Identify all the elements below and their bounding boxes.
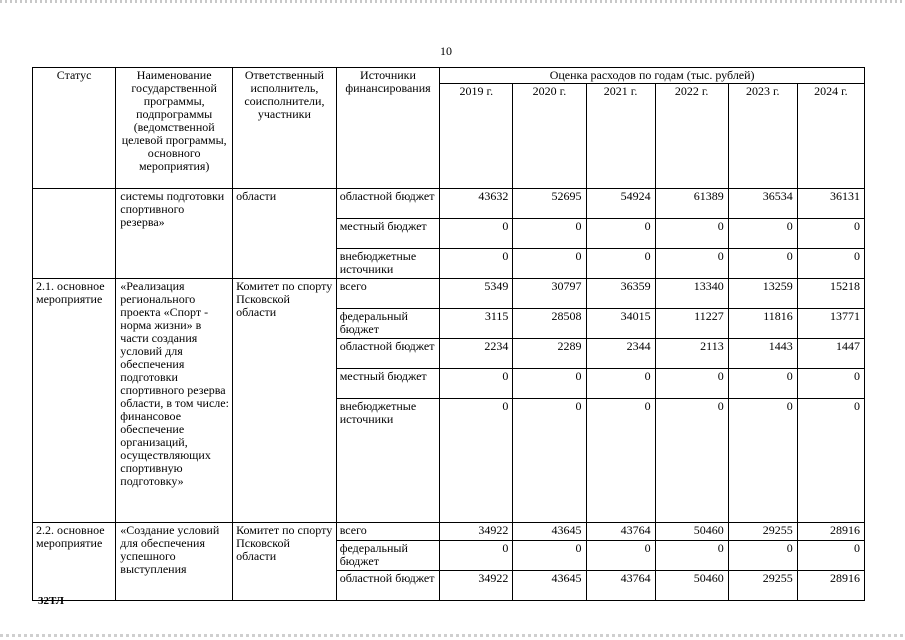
funding-source-cell: внебюджетные источники [336, 249, 440, 279]
program-name-cell: системы подготовки спортивного резерва» [116, 189, 233, 279]
expense-value-cell: 50460 [655, 523, 728, 541]
expense-value-cell: 43764 [586, 571, 655, 601]
expense-value-cell: 0 [513, 399, 586, 523]
table-row [33, 523, 865, 541]
expense-value-cell: 0 [797, 399, 864, 523]
header-year: 2020 г. [513, 84, 586, 189]
funding-source-cell: местный бюджет [336, 369, 440, 399]
expense-value-cell: 0 [655, 369, 728, 399]
expense-value-cell: 54924 [586, 189, 655, 219]
expense-value-cell: 34922 [440, 571, 513, 601]
header-year: 2019 г. [440, 84, 513, 189]
header-sources: Источники финансирования [336, 68, 440, 189]
header-status: Статус [33, 68, 116, 189]
header-year: 2022 г. [655, 84, 728, 189]
expense-value-cell: 13259 [728, 279, 797, 309]
expense-value-cell: 0 [586, 249, 655, 279]
expense-value-cell: 29255 [728, 571, 797, 601]
header-name: Наименование государственной программы, подпрограммы (ведомственной целевой программы, основного мероприятия) [116, 68, 233, 189]
expense-value-cell: 0 [797, 219, 864, 249]
program-name-cell: «Создание условий для обеспечения успешного выступления [116, 523, 233, 601]
expense-value-cell: 0 [728, 219, 797, 249]
expense-value-cell: 0 [586, 399, 655, 523]
scan-edge-top [0, 0, 905, 3]
funding-source-cell: внебюджетные источники [336, 399, 440, 523]
expense-value-cell: 0 [440, 219, 513, 249]
expense-value-cell: 50460 [655, 571, 728, 601]
expense-value-cell: 0 [513, 541, 586, 571]
expense-value-cell: 2289 [513, 339, 586, 369]
expense-value-cell: 30797 [513, 279, 586, 309]
funding-source-cell: областной бюджет [336, 339, 440, 369]
expense-value-cell: 0 [728, 399, 797, 523]
status-cell: 2.2. основное мероприятие [33, 523, 116, 601]
header-responsible: Ответственный исполнитель, соисполнители, участники [233, 68, 337, 189]
table-body [33, 189, 865, 601]
expense-value-cell: 0 [513, 219, 586, 249]
expense-value-cell: 13771 [797, 309, 864, 339]
table-row [33, 189, 865, 219]
expense-value-cell: 0 [728, 541, 797, 571]
expense-value-cell: 0 [655, 249, 728, 279]
funding-source-cell: местный бюджет [336, 219, 440, 249]
funding-source-cell: федеральный бюджет [336, 309, 440, 339]
expense-value-cell: 43764 [586, 523, 655, 541]
expense-value-cell: 0 [655, 399, 728, 523]
expense-value-cell: 1443 [728, 339, 797, 369]
funding-source-cell: областной бюджет [336, 571, 440, 601]
funding-source-cell: всего [336, 523, 440, 541]
status-cell [33, 189, 116, 279]
expense-value-cell: 0 [440, 369, 513, 399]
expense-value-cell: 0 [728, 369, 797, 399]
responsible-cell: Комитет по спорту Псковской области [233, 523, 337, 601]
expense-value-cell: 36534 [728, 189, 797, 219]
funding-source-cell: всего [336, 279, 440, 309]
header-year: 2023 г. [728, 84, 797, 189]
expense-value-cell: 15218 [797, 279, 864, 309]
expense-value-cell: 0 [797, 541, 864, 571]
footer-code: 32ТЛ [38, 595, 64, 607]
expense-value-cell: 36359 [586, 279, 655, 309]
expense-value-cell: 0 [440, 541, 513, 571]
header-year: 2021 г. [586, 84, 655, 189]
expense-value-cell: 13340 [655, 279, 728, 309]
expense-value-cell: 0 [513, 369, 586, 399]
expense-value-cell: 0 [655, 541, 728, 571]
expense-value-cell: 43632 [440, 189, 513, 219]
expense-value-cell: 28508 [513, 309, 586, 339]
status-cell: 2.1. основное мероприятие [33, 279, 116, 523]
expense-value-cell: 34015 [586, 309, 655, 339]
program-name-cell: «Реализация регионального проекта «Спорт - норма жизни» в части создания условий для обеспечения подготовки спортивного резерва области, в том числе: финансовое обеспечение организаций, осуществляющих спортивную подготовку» [116, 279, 233, 523]
expense-value-cell: 0 [655, 219, 728, 249]
expense-value-cell: 11816 [728, 309, 797, 339]
expense-value-cell: 28916 [797, 571, 864, 601]
expense-value-cell: 3115 [440, 309, 513, 339]
expense-value-cell: 0 [440, 399, 513, 523]
expense-value-cell: 43645 [513, 571, 586, 601]
expense-value-cell: 0 [797, 249, 864, 279]
expense-value-cell: 43645 [513, 523, 586, 541]
expense-value-cell: 0 [586, 541, 655, 571]
responsible-cell: области [233, 189, 337, 279]
expense-value-cell: 2113 [655, 339, 728, 369]
expense-value-cell: 52695 [513, 189, 586, 219]
expense-value-cell: 0 [586, 369, 655, 399]
expense-value-cell: 0 [586, 219, 655, 249]
header-expense-group: Оценка расходов по годам (тыс. рублей) [440, 68, 865, 84]
expense-value-cell: 36131 [797, 189, 864, 219]
header-year: 2024 г. [797, 84, 864, 189]
expense-value-cell: 28916 [797, 523, 864, 541]
expense-value-cell: 0 [728, 249, 797, 279]
expense-value-cell: 2234 [440, 339, 513, 369]
expense-value-cell: 29255 [728, 523, 797, 541]
funding-source-cell: федеральный бюджет [336, 541, 440, 571]
scan-edge-bottom [0, 634, 905, 637]
expense-value-cell: 0 [440, 249, 513, 279]
page-number: 10 [440, 44, 452, 58]
table-row [33, 279, 865, 309]
expense-value-cell: 11227 [655, 309, 728, 339]
responsible-cell: Комитет по спорту Псковской области [233, 279, 337, 523]
budget-table [32, 67, 865, 601]
expense-value-cell: 0 [513, 249, 586, 279]
funding-source-cell: областной бюджет [336, 189, 440, 219]
expense-value-cell: 5349 [440, 279, 513, 309]
expense-value-cell: 2344 [586, 339, 655, 369]
expense-value-cell: 1447 [797, 339, 864, 369]
expense-value-cell: 61389 [655, 189, 728, 219]
expense-value-cell: 0 [797, 369, 864, 399]
expense-value-cell: 34922 [440, 523, 513, 541]
